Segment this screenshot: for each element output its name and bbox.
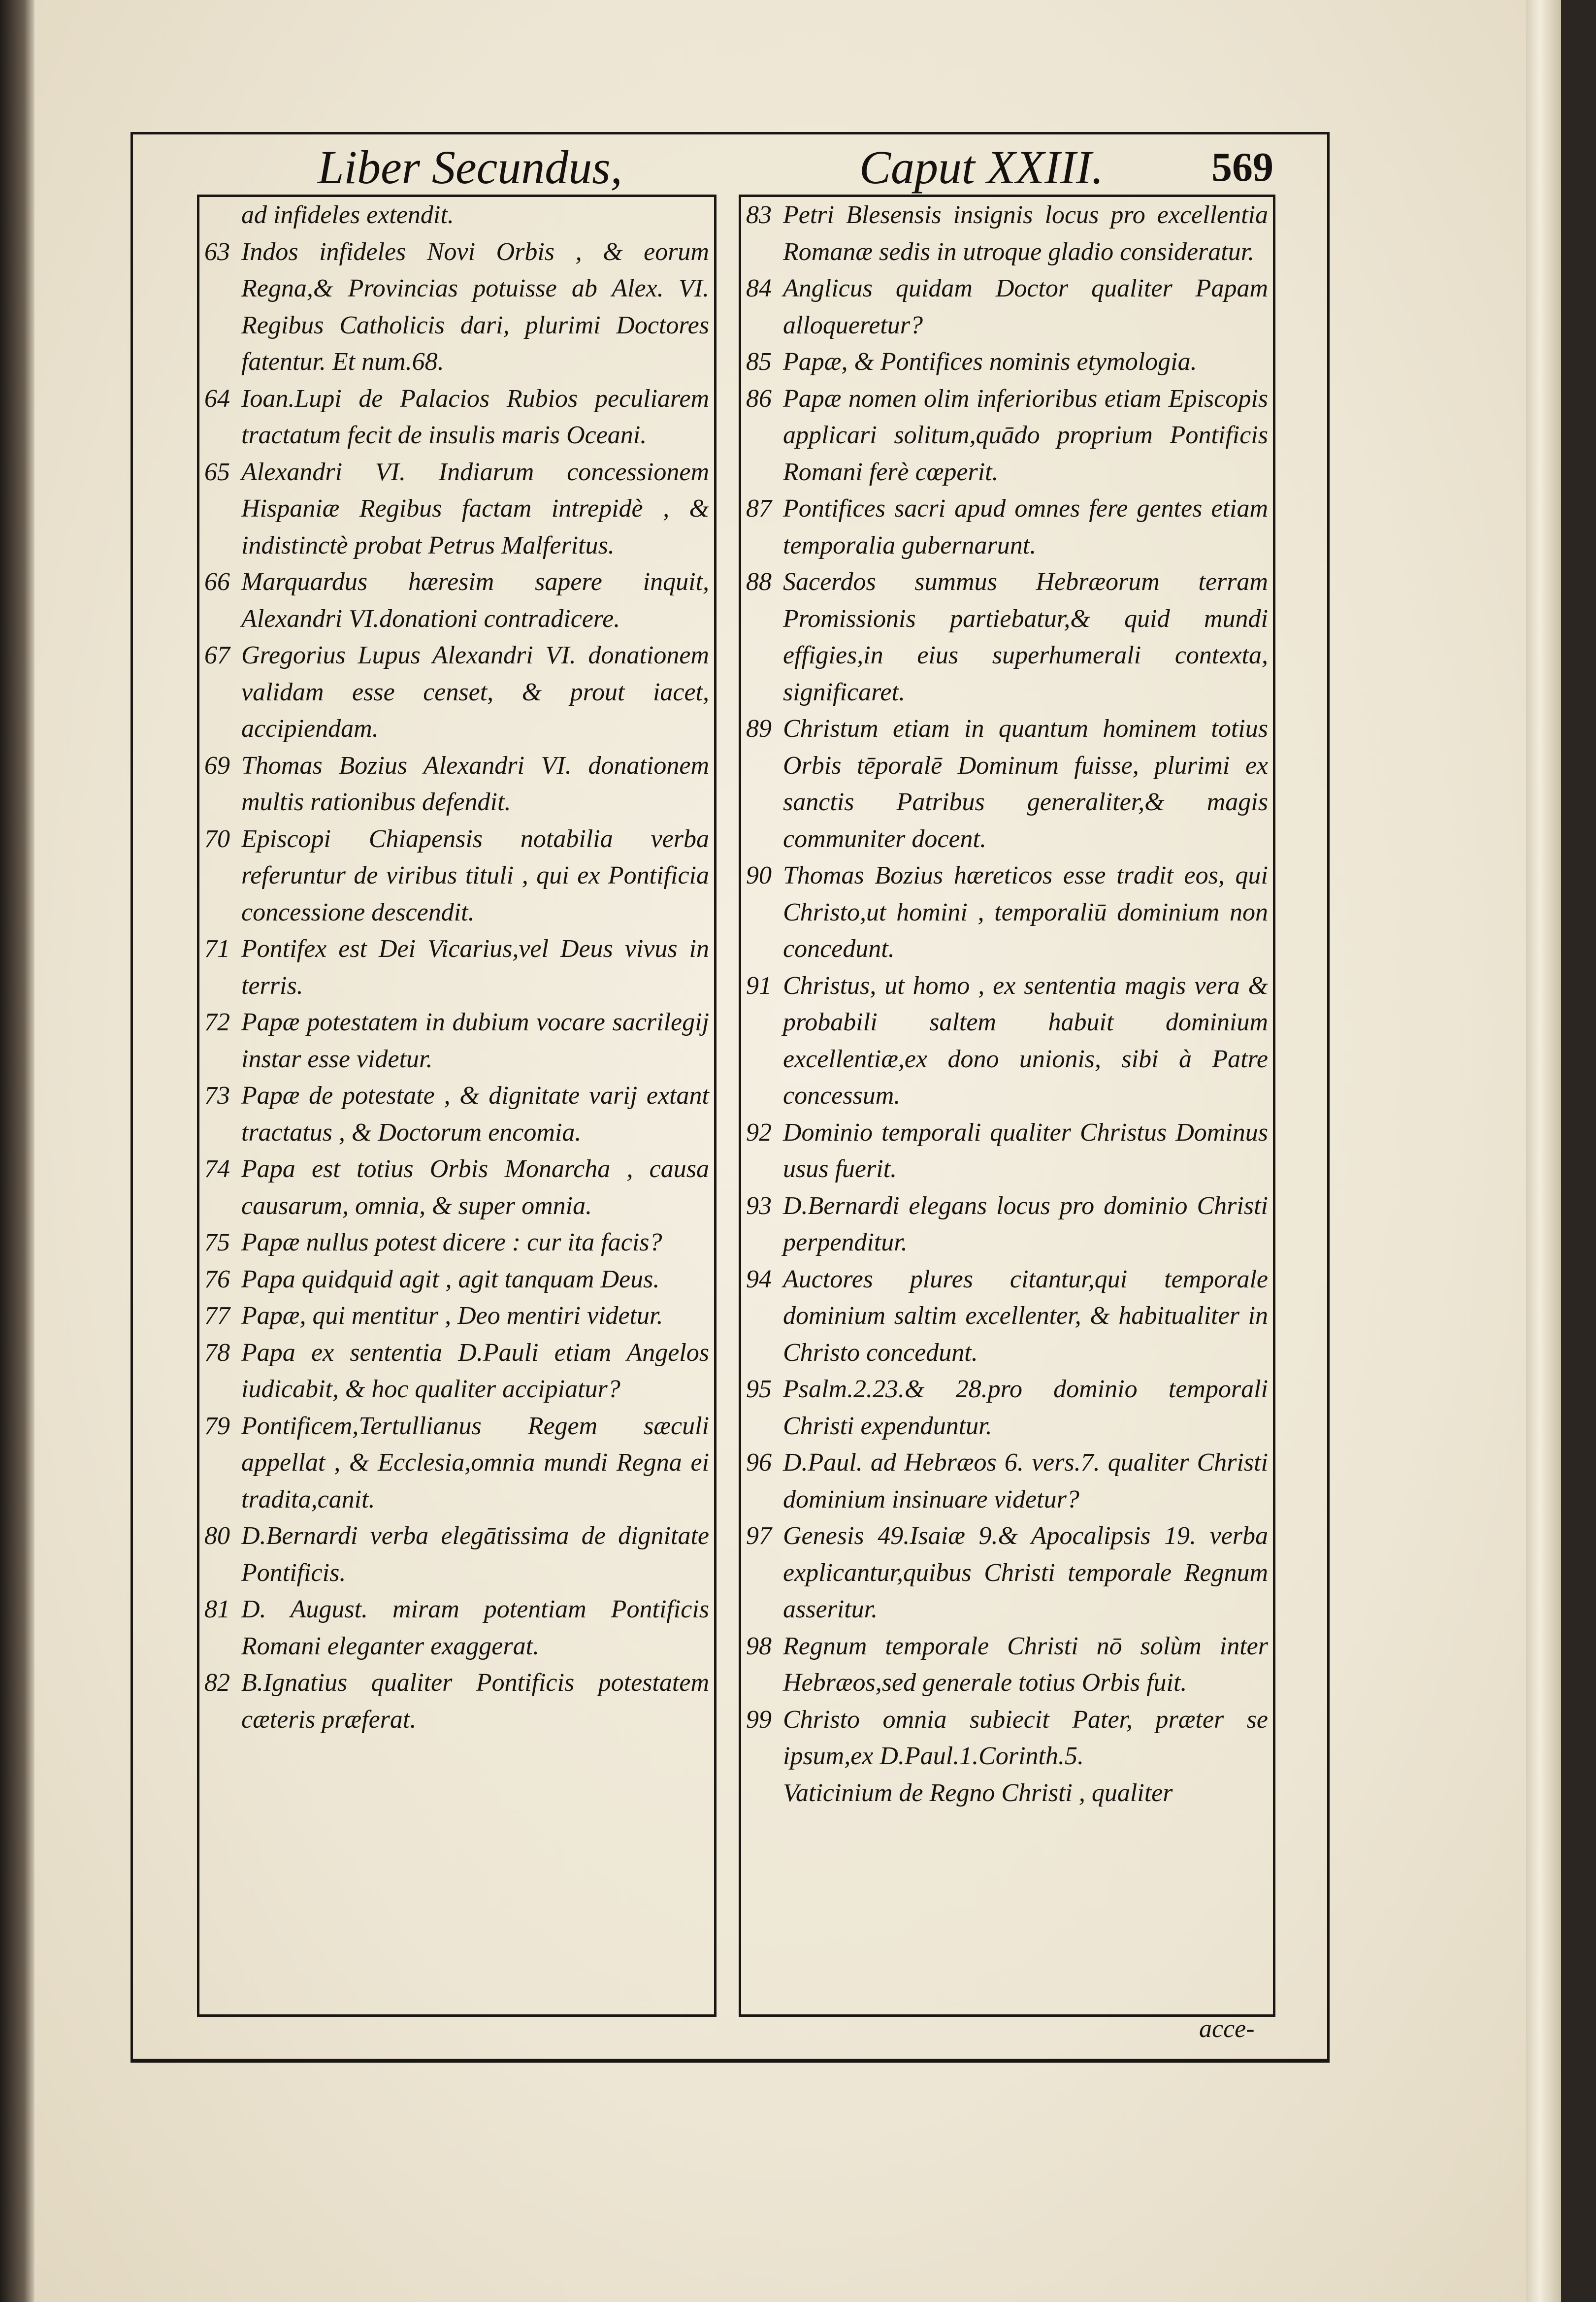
entry-number: 76: [204, 1265, 230, 1293]
entry-text: Gregorius Lupus Alexandri VI. donationem validam esse censet, & prout iacet, accipiendam.: [241, 641, 709, 743]
index-entry: [204, 564, 709, 637]
entry-number: 87: [746, 494, 772, 523]
index-entry: [746, 491, 1268, 564]
index-entry: [204, 1518, 709, 1591]
index-entry: [746, 1261, 1268, 1372]
index-entry: [204, 1335, 709, 1408]
entry-text: Alexandri VI. Indiarum concessionem Hispaniæ Regibus factam intrepidè , & indistinctè probat Petrus Malferitus.: [241, 458, 709, 559]
index-entry: [746, 564, 1268, 711]
left-column: [197, 195, 717, 2017]
entry-number: 90: [746, 861, 772, 889]
index-entry: [746, 1188, 1268, 1261]
entry-number: 66: [204, 568, 230, 596]
entry-number: 88: [746, 568, 772, 596]
index-entry: [746, 711, 1268, 857]
entry-text: Papa est totius Orbis Monarcha , causa causarum, omnia, & super omnia.: [241, 1155, 709, 1220]
entry-text: Papæ, & Pontifices nominis etymologia.: [783, 348, 1197, 376]
entry-text: D. August. miram potentiam Pontificis Romani eleganter exaggerat.: [241, 1595, 709, 1660]
entry-number: 70: [204, 824, 230, 853]
entry-number: 95: [746, 1375, 772, 1403]
entry-number: 96: [746, 1448, 772, 1477]
entry-number: 73: [204, 1082, 230, 1110]
index-entry: [204, 1591, 709, 1665]
index-entry: [204, 1261, 709, 1298]
entry-text: Petri Blesensis insignis locus pro excellentia Romanæ sedis in utroque gladio consideratur.: [783, 201, 1268, 266]
entry-number: 82: [204, 1669, 230, 1697]
entry-number: 78: [204, 1338, 230, 1367]
index-entry: [204, 1078, 709, 1151]
index-entry: [204, 1004, 709, 1078]
entry-text: Episcopi Chiapensis notabilia verba referuntur de viribus tituli , qui ex Pontificia concessione descendit.: [241, 824, 709, 926]
entry-number: 94: [746, 1265, 772, 1293]
entry-text: Papa ex sententia D.Pauli etiam Angelos iudicabit, & hoc qualiter accipiatur?: [241, 1338, 709, 1403]
entry-text: Papæ de potestate , & dignitate varij extant tractatus , & Doctorum encomia.: [241, 1082, 709, 1147]
entry-text: ad infideles extendit.: [241, 201, 454, 229]
entry-text: Christum etiam in quantum hominem totius Orbis tēporalē Dominum fuisse, plurimi ex sanctis Patribus generaliter,& magis communiter docent.: [783, 715, 1268, 853]
entry-number: 86: [746, 384, 772, 413]
header-chapter: Caput XXIII.: [859, 141, 1104, 194]
entry-text: D.Bernardi elegans locus pro dominio Christi perpenditur.: [783, 1191, 1268, 1256]
entry-number: 72: [204, 1008, 230, 1036]
entry-number: 74: [204, 1155, 230, 1183]
entry-text: Psalm.2.23.& 28.pro dominio temporali Christi expenduntur.: [783, 1375, 1268, 1440]
entry-text: Papa quidquid agit , agit tanquam Deus.: [241, 1265, 660, 1293]
index-entry: [204, 1151, 709, 1224]
entry-number: 65: [204, 458, 230, 486]
entry-text: Anglicus quidam Doctor qualiter Papam alloqueretur?: [783, 274, 1268, 339]
index-entry: [746, 1115, 1268, 1188]
index-entry: [204, 234, 709, 381]
entry-text: Vaticinium de Regno Christi , qualiter: [783, 1778, 1173, 1807]
entry-number: 63: [204, 237, 230, 266]
entry-number: 99: [746, 1705, 772, 1734]
index-entry: [204, 1298, 709, 1335]
entry-number: 93: [746, 1191, 772, 1220]
running-header: [130, 135, 1330, 199]
entry-number: 69: [204, 751, 230, 780]
entry-text: B.Ignatius qualiter Pontificis potestatem cæteris præferat.: [241, 1669, 709, 1734]
entry-text: D.Paul. ad Hebræos 6. vers.7. qualiter Christi dominium insinuare videtur?: [783, 1448, 1268, 1513]
entry-number: 71: [204, 935, 230, 963]
right-column: [739, 195, 1275, 2017]
index-entry: [746, 381, 1268, 491]
entry-number: 77: [204, 1302, 230, 1330]
catchword: acce-: [1199, 2015, 1255, 2043]
entry-number: 81: [204, 1595, 230, 1623]
entry-text: Ioan.Lupi de Palacios Rubios peculiarem tractatum fecit de insulis maris Oceani.: [241, 384, 709, 449]
index-entry: [204, 1224, 709, 1261]
entry-text: Thomas Bozius Alexandri VI. donationem multis rationibus defendit.: [241, 751, 709, 816]
right-column-text: [746, 197, 1268, 1811]
entry-text: Christus, ut homo , ex sententia magis vera & probabili saltem habuit dominium excellentiæ,ex dono unionis, sibi à Patre concessum.: [783, 971, 1268, 1110]
entry-number: 97: [746, 1522, 772, 1550]
left-column-text: [204, 197, 709, 1738]
entry-text: Papæ, qui mentitur , Deo mentiri videtur.: [241, 1302, 663, 1330]
index-entry: [204, 931, 709, 1004]
entry-text: Genesis 49.Isaiæ 9.& Apocalipsis 19. verba explicantur,quibus Christi temporale Regnum asseritur.: [783, 1522, 1268, 1623]
index-entry: [746, 197, 1268, 270]
index-entry: [204, 637, 709, 748]
entry-text: Regnum temporale Christi nō solùm inter Hebræos,sed generale totius Orbis fuit.: [783, 1632, 1268, 1697]
index-entry: [746, 1775, 1268, 1812]
book-spine: [0, 0, 34, 2302]
page-edge: [1526, 0, 1561, 2302]
index-entry: [746, 1445, 1268, 1518]
entry-number: 85: [746, 348, 772, 376]
index-entry: [204, 197, 709, 234]
entry-number: 75: [204, 1228, 230, 1256]
index-entry: [204, 1408, 709, 1518]
index-entry: [204, 748, 709, 821]
header-book-title: Liber Secundus,: [318, 141, 622, 194]
index-entry: [746, 1371, 1268, 1445]
index-entry: [204, 821, 709, 931]
index-entry: [746, 270, 1268, 344]
entry-number: 64: [204, 384, 230, 413]
entry-text: Auctores plures citantur,qui temporale dominium saltim excellenter, & habitualiter in Christo concedunt.: [783, 1265, 1268, 1367]
entry-number: 84: [746, 274, 772, 302]
entry-text: Pontifices sacri apud omnes fere gentes etiam temporalia gubernarunt.: [783, 494, 1268, 559]
entry-number: 79: [204, 1412, 230, 1440]
entry-number: 89: [746, 715, 772, 743]
index-entry: [746, 968, 1268, 1115]
index-entry: [746, 1628, 1268, 1702]
entry-text: Papæ nullus potest dicere : cur ita facis?: [241, 1228, 662, 1256]
index-entry: [204, 381, 709, 454]
entry-text: Pontifex est Dei Vicarius,vel Deus vivus in terris.: [241, 935, 709, 1000]
entry-number: 98: [746, 1632, 772, 1660]
index-entry: [746, 857, 1268, 968]
index-entry: [746, 1702, 1268, 1775]
page-number: 569: [1211, 144, 1273, 190]
entry-text: Marquardus hæresim sapere inquit, Alexandri VI.donationi contradicere.: [241, 568, 709, 633]
entry-text: Indos infideles Novi Orbis , & eorum Regna,& Provincias potuisse ab Alex. VI. Regibus Catholicis dari, plurimi Doctores fatentur. Et num.68.: [241, 237, 709, 376]
entry-number: 80: [204, 1522, 230, 1550]
entry-text: D.Bernardi verba elegātissima de dignitate Pontificis.: [241, 1522, 709, 1587]
entry-number: 67: [204, 641, 230, 669]
entry-number: 91: [746, 971, 772, 1000]
entry-text: Sacerdos summus Hebræorum terram Promissionis partiebatur,& quid mundi effigies,in eius superhumerali contexta, significaret.: [783, 568, 1268, 706]
bottom-rule: [130, 2059, 1330, 2062]
entry-text: Papæ potestatem in dubium vocare sacrilegij instar esse videtur.: [241, 1008, 709, 1073]
index-entry: [746, 344, 1268, 381]
index-entry: [204, 454, 709, 564]
index-entry: [746, 1518, 1268, 1628]
entry-text: Papæ nomen olim inferioribus etiam Episcopis applicari solitum,quādo proprium Pontificis Romani ferè cœperit.: [783, 384, 1268, 486]
entry-text: Pontificem,Tertullianus Regem sæculi appellat , & Ecclesia,omnia mundi Regna ei tradita,canit.: [241, 1412, 709, 1513]
index-entry: [204, 1665, 709, 1738]
entry-number: 92: [746, 1118, 772, 1147]
entry-text: Thomas Bozius hæreticos esse tradit eos, qui Christo,ut homini , temporaliū dominium non concedunt.: [783, 861, 1268, 963]
entry-text: Christo omnia subiecit Pater, præter se ipsum,ex D.Paul.1.Corinth.5.: [783, 1705, 1268, 1770]
entry-number: 83: [746, 201, 772, 229]
entry-text: Dominio temporali qualiter Christus Dominus usus fuerit.: [783, 1118, 1268, 1183]
